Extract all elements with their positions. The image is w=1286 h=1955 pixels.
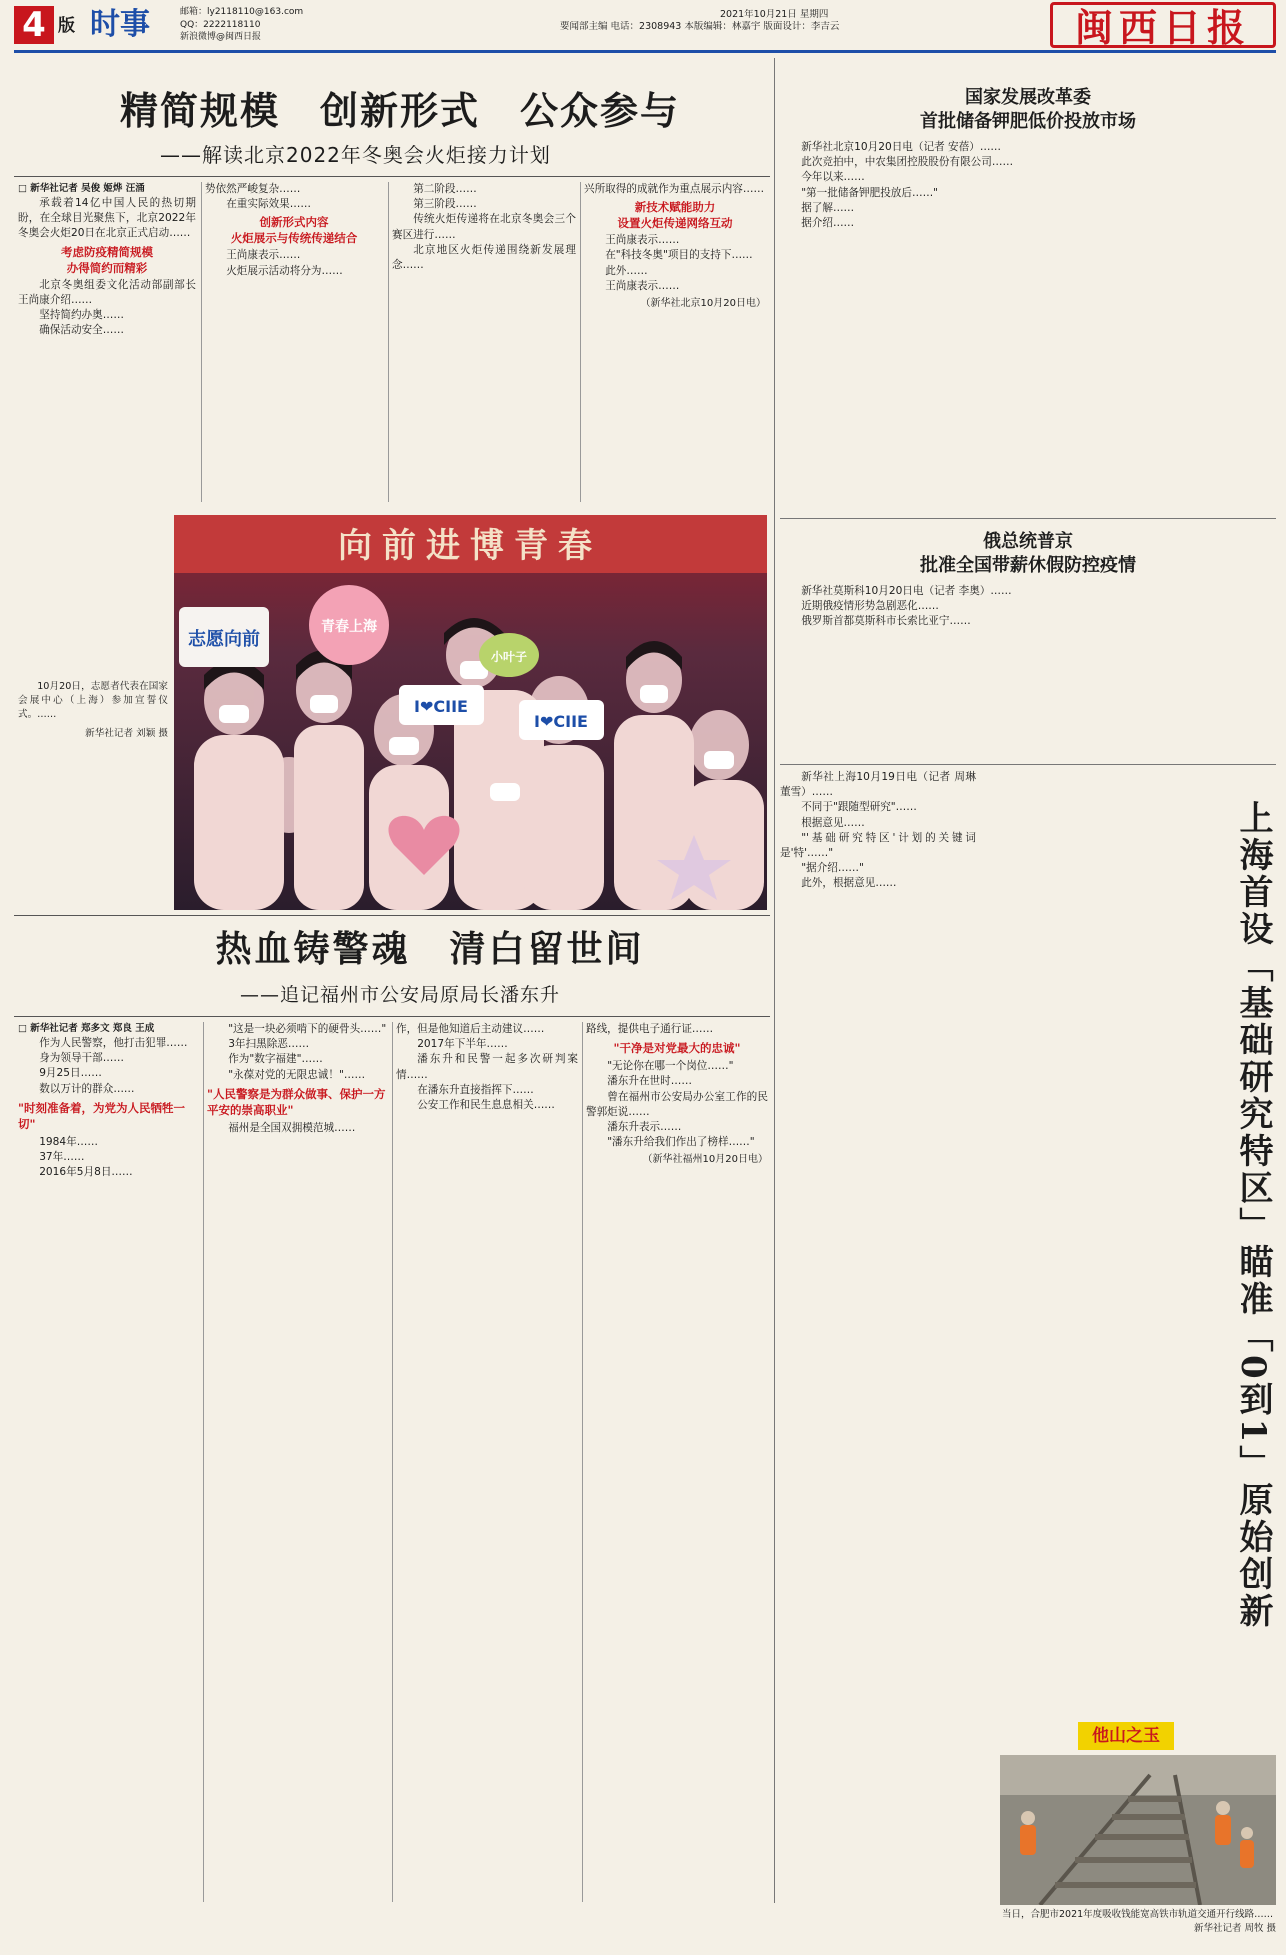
right1-paragraph: 此次竞拍中，中农集团控股股份有限公司……: [801, 156, 1014, 169]
column-divider: [203, 1022, 204, 1902]
story1-paragraph: 确保活动安全……: [39, 324, 124, 337]
photo-caption-text: 10月20日，志愿者代表在国家会展中心（上海）参加宣誓仪式。……: [18, 681, 168, 721]
right-rail-divider: [774, 58, 775, 1903]
volunteers-photo-image: [174, 515, 767, 910]
photo-credit: 新华社记者 刘颖 摄: [85, 727, 168, 739]
story2-paragraph: 潘东升表示……: [607, 1121, 682, 1134]
right-divider: [780, 518, 1276, 519]
story2-paragraph: "这是一块必须啃下的硬骨头……": [228, 1023, 387, 1035]
story2-col3: [396, 1022, 578, 1902]
story1-subheadline: ——解读北京2022年冬奥会火炬接力计划: [160, 143, 551, 167]
story2-paragraph: 1984年……: [39, 1135, 98, 1148]
right3-paragraph: "据介绍……": [801, 862, 864, 875]
story2-subhead-2: "人民警察是为群众做事、保护一方平安的崇高职业": [207, 1086, 386, 1117]
right1-paragraph: "第一批储备钾肥投放后……": [801, 186, 939, 199]
story2-paragraph: "无论你在哪一个岗位……": [607, 1060, 734, 1073]
photo-sign-text: I❤CIIE: [414, 697, 468, 716]
contact-info: [180, 6, 350, 44]
column-divider: [388, 182, 389, 502]
right-story-shanghai: [780, 770, 976, 1745]
right-story-fertilizer: [780, 86, 1276, 514]
date-line: 2021年10月21日 星期四: [720, 9, 829, 20]
photo-sign-text: I❤CIIE: [534, 712, 588, 731]
column-divider: [201, 182, 202, 502]
story1-paragraph: 此外……: [605, 264, 648, 277]
right1-headline-l2: 首批储备钾肥低价投放市场: [920, 111, 1136, 132]
volunteers-photo: [174, 515, 767, 910]
story2-paragraph: 福州是全国双拥模范城……: [228, 1121, 356, 1134]
story2-headline: 热血铸警魂 清白留世间: [215, 929, 645, 970]
page-number: 4: [14, 6, 54, 44]
right2-headline-l1: 俄总统普京: [983, 531, 1073, 552]
right2-paragraph: 近期俄疫情形势急剧恶化……: [801, 600, 939, 613]
column-divider: [392, 1022, 393, 1902]
story2-paragraph: 9月25日……: [39, 1067, 102, 1080]
story1-paragraph: 承载着14亿中国人民的热切期盼，在全球目光聚焦下，北京2022年冬奥会火炬20日在北京正式启动……: [18, 197, 196, 240]
story1-dateline: （新华社北京10月20日电）: [640, 298, 766, 310]
story1-col2: [205, 182, 383, 502]
story1-paragraph: 势依然严峻复杂……: [205, 183, 301, 195]
story2-paragraph: 公安工作和民生息息相关……: [417, 1099, 555, 1112]
story1-paragraph: 王尚康表示……: [605, 279, 680, 292]
story1-paragraph: 北京地区火炬传递围绕新发展理念……: [392, 243, 576, 272]
story1-paragraph: 兴所取得的成就作为重点展示内容……: [584, 183, 765, 195]
right-divider: [780, 764, 1276, 765]
newspaper-logo: 闽西日报: [1050, 2, 1276, 48]
story2-col2: [207, 1022, 387, 1902]
story2-col4: [586, 1022, 768, 1902]
right1-paragraph: 据介绍……: [801, 217, 855, 230]
photo-sign-text: 志愿向前: [188, 629, 260, 650]
story1-paragraph: 传统火炬传递将在北京冬奥会三个赛区进行……: [392, 213, 576, 241]
right1-paragraph: 今年以来……: [801, 171, 865, 184]
column-divider: [580, 182, 581, 502]
story1-paragraph: 北京冬奥组委文化活动部副部长王尚康介绍……: [18, 278, 196, 306]
story2-subhead-3: "干净是对党最大的忠诚": [613, 1041, 741, 1056]
photo-sign-text: 小叶子: [490, 650, 528, 664]
story2-paragraph: 作，但是他知道后主动建议……: [396, 1023, 545, 1035]
story1-headline: 精简规模 创新形式 公众参与: [119, 89, 680, 133]
story2-byline: □ 新华社记者 郑多文 郑良 王成: [18, 1023, 155, 1034]
story2-paragraph: 在潘东升直接指挥下……: [417, 1083, 534, 1096]
story2-paragraph: "永葆对党的无限忠诚！"……: [228, 1068, 366, 1081]
photo-caption: [18, 680, 168, 741]
right2-paragraph: 俄罗斯首都莫斯科市长索比亚宁……: [801, 615, 971, 628]
story2-paragraph: 曾在福州市公安局办公室工作的民警郭炬说……: [586, 1090, 768, 1118]
right3-paragraph: "'基础研究特区'计划的关键词是'特'……": [780, 831, 976, 860]
railway-photo-credit: 新华社记者 周牧 摄: [1193, 1922, 1276, 1934]
story2-top-rule: [14, 915, 770, 916]
right-story-russia: [780, 530, 1276, 760]
railway-photo-caption: [1002, 1908, 1276, 1935]
story2-paragraph: 2017年下半年……: [417, 1038, 508, 1051]
masthead-rule: [14, 50, 1276, 53]
story1-paragraph: 火炬展示活动将分为……: [226, 264, 343, 277]
story2-subhead-1: "时刻准备着，为党为人民牺牲一切": [18, 1100, 185, 1131]
story2-paragraph: 2016年5月8日……: [39, 1166, 133, 1179]
story2-subheadline: ——追记福州市公安局原局长潘东升: [240, 984, 561, 1006]
story2-dateline: （新华社福州10月20日电）: [642, 1154, 768, 1166]
story2-paragraph: 3年扫黑除恶……: [228, 1038, 310, 1051]
right1-headline-l1: 国家发展改革委: [965, 87, 1091, 108]
story1-paragraph: 第三阶段……: [413, 198, 477, 211]
story1-paragraph: 王尚康表示……: [226, 249, 301, 262]
column-tag: 他山之玉: [1078, 1722, 1174, 1750]
railway-caption-text: 当日，合肥市2021年度吸收钱能宽高铁市轨道交通开行线路……: [1002, 1909, 1274, 1920]
story1-rule: [14, 176, 770, 177]
contact-email: 邮箱：ly2118110@163.com: [180, 7, 304, 17]
section-title: 时事: [90, 8, 150, 42]
right3-vertical-headline: 上海首设「基础研究特区」瞄准「0到1」原始创新: [1233, 800, 1273, 1631]
story1-paragraph: 在重实际效果……: [226, 198, 311, 211]
story2-paragraph: 作为"数字福建"……: [228, 1053, 323, 1066]
story1-subhead-2: 创新形式内容 火炬展示与传统传递结合: [230, 215, 358, 246]
story2-col1: [18, 1022, 198, 1902]
right2-headline-l2: 批准全国带薪休假防控疫情: [920, 555, 1136, 576]
story1-col4: [584, 182, 766, 502]
photo-banner-text: 向前进博青春: [338, 526, 602, 566]
story1-paragraph: 在"科技冬奥"项目的支持下……: [605, 249, 753, 262]
story2-paragraph: 潘东升在世时……: [607, 1075, 692, 1088]
story1-col3: [392, 182, 576, 502]
right3-paragraph: 此外，根据意见……: [801, 877, 897, 890]
story2-rule: [14, 1016, 770, 1017]
story1-subhead-3: 新技术赋能助力 设置火炬传递网络互动: [617, 200, 733, 231]
story1-paragraph: 第二阶段……: [413, 183, 477, 195]
right2-paragraph: 新华社莫斯科10月20日电（记者 李奥）……: [801, 585, 1012, 597]
right3-paragraph: 新华社上海10月19日电（记者 周琳 董雪）……: [780, 771, 976, 799]
story1-subhead-1: 考虑防疫精简规模 办得简约而精彩: [61, 244, 153, 275]
story2-paragraph: 潘东升和民警一起多次研判案情……: [396, 1053, 578, 1081]
column-divider: [582, 1022, 583, 1902]
railway-photo-image: [1000, 1755, 1276, 1905]
story2-paragraph: 作为人民警察，他打击犯罪……: [39, 1037, 188, 1049]
story2-paragraph: 数以万计的群众……: [39, 1082, 135, 1095]
story2-paragraph: "潘东升给我们作出了榜样……": [607, 1136, 755, 1149]
story2-paragraph: 37年……: [39, 1151, 85, 1164]
story1-paragraph: 王尚康表示……: [605, 234, 680, 247]
story2-paragraph: 身为领导干部……: [39, 1052, 124, 1065]
story1-paragraph: 坚持简约办奥……: [39, 309, 124, 322]
contact-weibo: 新浪微博@闽西日报: [180, 32, 262, 42]
story2-paragraph: 路线，提供电子通行证……: [586, 1023, 714, 1035]
story1-col1: [18, 182, 196, 502]
railway-photo: [1000, 1755, 1276, 1905]
editor-line: 要闻部主编 电话：2308943 本版编辑：林嘉宇 版面设计：李吉云: [560, 21, 840, 32]
right3-paragraph: 根据意见……: [801, 816, 865, 829]
page-ban-label: 版: [58, 16, 75, 36]
contact-qq: QQ：2222118110: [180, 19, 261, 30]
right3-paragraph: 不同于"跟随型研究"……: [801, 801, 917, 814]
right1-paragraph: 新华社北京10月20日电（记者 安蓓）……: [801, 141, 1002, 153]
right1-paragraph: 据了解……: [801, 201, 855, 214]
story1-byline: □ 新华社记者 吴俊 姬烨 汪涌: [18, 183, 145, 194]
photo-sign-text: 青春上海: [321, 619, 377, 635]
